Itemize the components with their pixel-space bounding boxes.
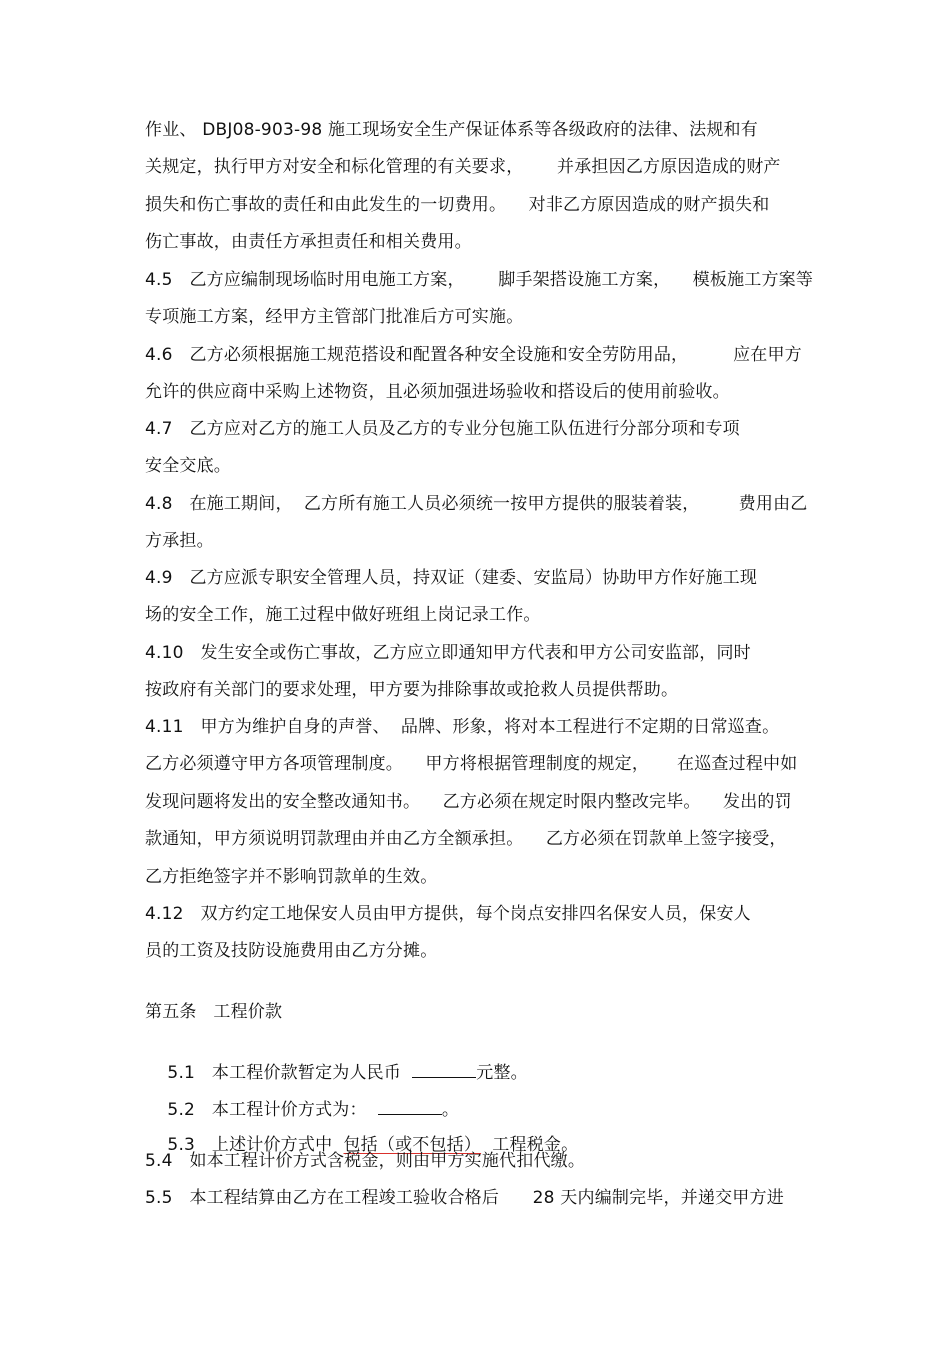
clause-5-3-suffix: 工程税金。 <box>481 1135 579 1155</box>
clause-4-10: 4.10 发生安全或伤亡事故，乙方应立即通知甲方代表和甲方公司安监部，同时 <box>145 643 751 663</box>
clause-5-1-text: 5.1 本工程价款暂定为人民币 <box>167 1063 413 1083</box>
clause-4-8: 4.8 在施工期间， 乙方所有施工人员必须统一按甲方提供的服装着装， 费用由乙 <box>145 494 808 514</box>
clause-4-9: 4.9 乙方应派专职安全管理人员，持双证（建委、安监局）协助甲方作好施工现 <box>145 568 758 588</box>
body-line: 乙方必须遵守甲方各项管理制度。 甲方将根据管理制度的规定， 在巡查过程中如 <box>145 754 798 774</box>
body-line: 乙方拒绝签字并不影响罚款单的生效。 <box>145 867 438 887</box>
body-line: 款通知，甲方须说明罚款理由并由乙方全额承担。 乙方必须在罚款单上签字接受， <box>145 829 787 849</box>
body-line: 伤亡事故，由责任方承担责任和相关费用。 <box>145 232 472 252</box>
body-line: 安全交底。 <box>145 456 231 476</box>
body-line: 方承担。 <box>145 531 214 551</box>
body-line: 员的工资及技防设施费用由乙方分摊。 <box>145 941 438 961</box>
clause-4-7: 4.7 乙方应对乙方的施工人员及乙方的专业分包施工队伍进行分部分项和专项 <box>145 419 740 439</box>
body-line: 允许的供应商中采购上述物资，且必须加强进场验收和搭设后的使用前验收。 <box>145 382 730 402</box>
body-line: 专项施工方案，经甲方主管部门批准后方可实施。 <box>145 307 524 327</box>
clause-5-5: 5.5 本工程结算由乙方在工程竣工验收合格后 28 天内编制完毕，并递交甲方进 <box>145 1188 784 1208</box>
clause-4-11: 4.11 甲方为维护自身的声誉、 品牌、形象，将对本工程进行不定期的日常巡查。 <box>145 717 780 737</box>
clause-5-4: 5.4 如本工程计价方式含税金，则由甲方实施代扣代缴。 <box>145 1151 586 1171</box>
body-line: 损失和伤亡事故的责任和由此发生的一切费用。 对非乙方原因造成的财产损失和 <box>145 195 770 215</box>
body-line: 场的安全工作，施工过程中做好班组上岗记录工作。 <box>145 605 541 625</box>
clause-4-6: 4.6 乙方必须根据施工规范搭设和配置各种安全设施和安全劳防用品， 应在甲方 <box>145 345 802 365</box>
clause-5-2-text: 5.2 本工程计价方式为： <box>167 1100 378 1120</box>
body-line: 发现问题将发出的安全整改通知书。 乙方必须在规定时限内整改完毕。 发出的罚 <box>145 792 792 812</box>
clause-5-2-suffix: 。 <box>441 1100 460 1120</box>
tax-inclusion-choice: 包括（或不包括） <box>343 1135 482 1155</box>
body-line: 作业、 DBJ08-903-98 施工现场安全生产保证体系等各级政府的法律、法规和有 <box>145 120 758 140</box>
clause-5-1-suffix: 元整。 <box>476 1063 528 1083</box>
body-line: 按政府有关部门的要求处理，甲方要为排除事故或抢救人员提供帮助。 <box>145 680 679 700</box>
clause-5-3-text: 5.3 上述计价方式中 <box>167 1135 344 1155</box>
body-line: 关规定，执行甲方对安全和标化管理的有关要求， 并承担因乙方原因造成的财产 <box>145 157 781 177</box>
clause-4-12: 4.12 双方约定工地保安人员由甲方提供，每个岗点安排四名保安人员，保安人 <box>145 904 751 924</box>
article-5-heading: 第五条 工程价款 <box>145 1002 283 1022</box>
clause-4-5: 4.5 乙方应编制现场临时用电施工方案， 脚手架搭设施工方案， 模板施工方案等 <box>145 270 814 290</box>
